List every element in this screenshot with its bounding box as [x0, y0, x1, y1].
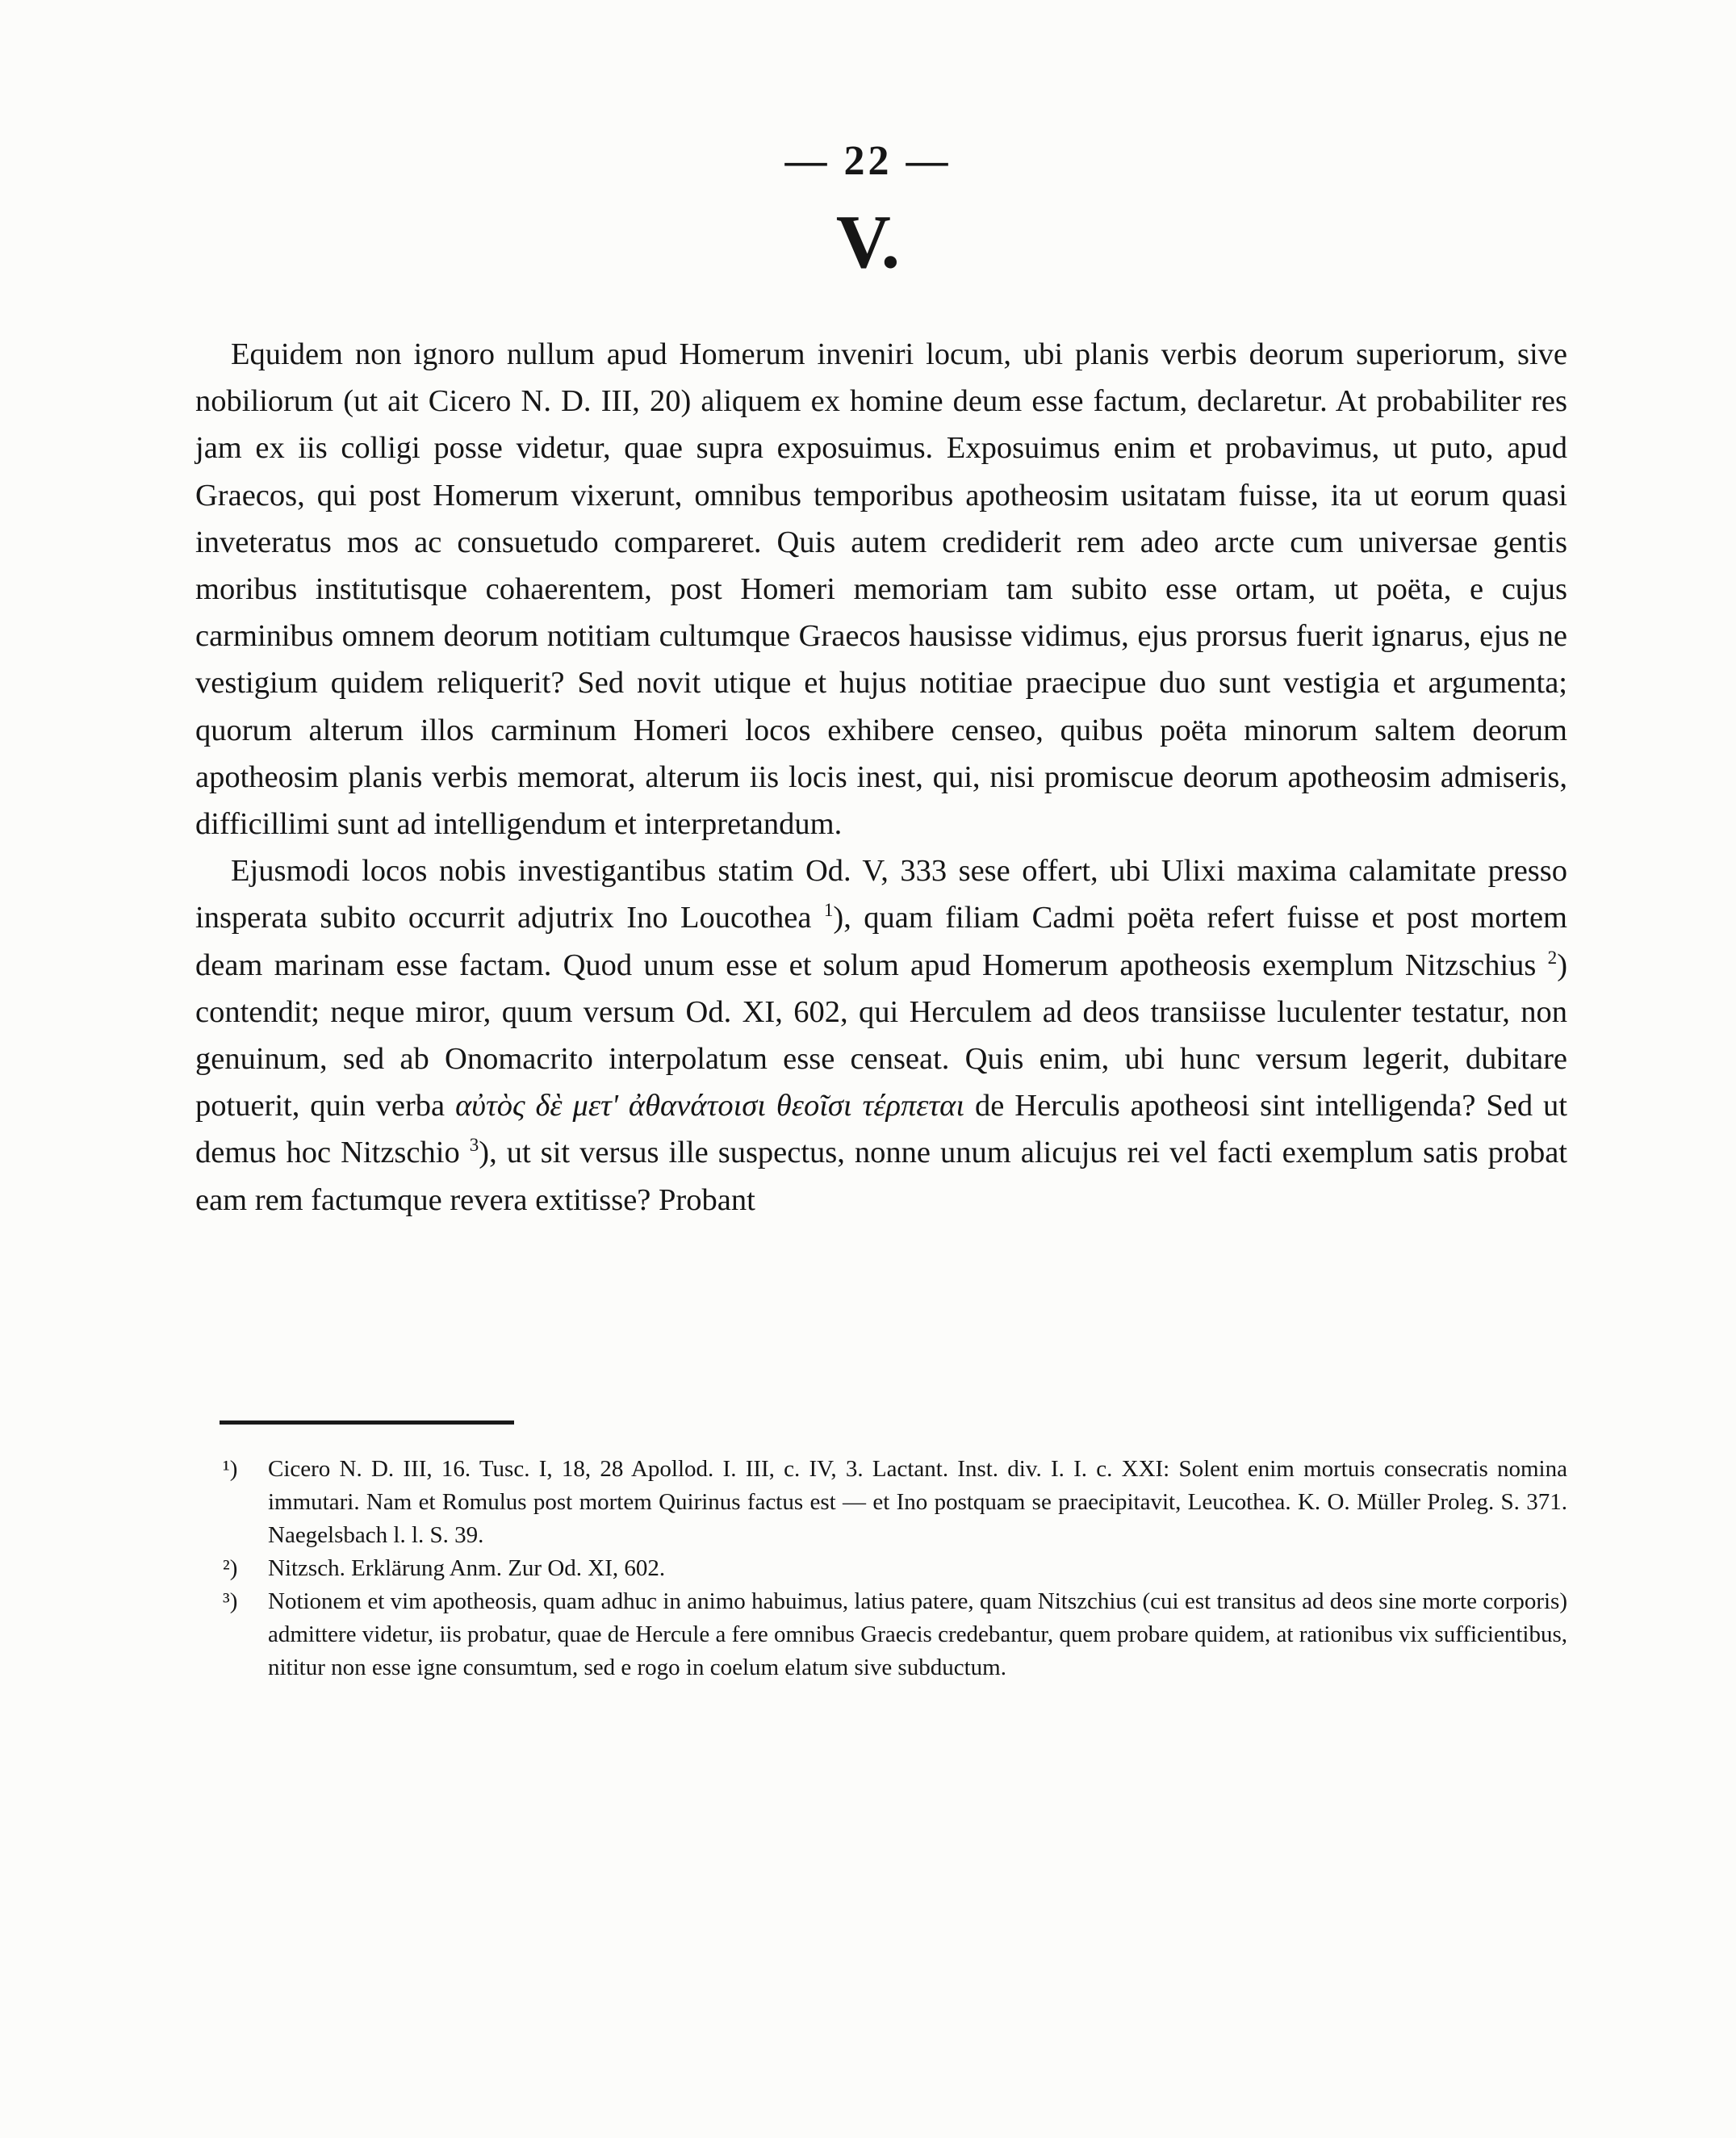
paragraph-2-text-part: de Herculis apotheosi sint intelligenda? Sed ut demus hoc Nitzschio: [195, 1089, 1567, 1170]
footnote-divider: [220, 1420, 514, 1425]
footnote-3: [223, 1585, 1567, 1684]
paragraph-2-text-part: ), ut sit versus ille suspectus, nonne unum alicujus rei vel facti exemplum satis probat eam rem factumque revera extitisse? Probant: [195, 1136, 1567, 1217]
body-text: [195, 331, 1567, 1224]
greek-quotation: αὐτὸς δὲ μετ' ἀθανάτοισι θεοῖσι τέρπεται: [455, 1089, 965, 1123]
footnote-marker: ²): [223, 1555, 238, 1581]
footnote-marker: ³): [223, 1588, 238, 1614]
paragraph-2: [195, 847, 1567, 1224]
footnote-reference-3: 3: [469, 1134, 479, 1156]
paragraph-2-text-part: Ejusmodi locos nobis investigantibus statim Od. V, 333 sese offert, ubi Ulixi maxima calamitate presso insperata subito occurrit adjutrix Ino Loucothea: [195, 854, 1567, 935]
paragraph-2-text-part: ) contendit; neque miror, quum versum Od. XI, 602, qui Herculem ad deos transiisse luculenter testatur, non genuinum, sed ab Onomacrito interpolatum esse censeat. Quis enim, ubi hunc versum legerit, dubitare potuerit, quin verba: [195, 948, 1568, 1123]
footnotes: [223, 1453, 1567, 1684]
footnote-reference-1: 1: [823, 899, 834, 921]
footnote-1: [223, 1453, 1567, 1552]
footnote-text: Nitzsch. Erklärung Anm. Zur Od. XI, 602.: [268, 1555, 666, 1581]
section-heading: V.: [835, 200, 901, 284]
footnote-2: [223, 1552, 1567, 1585]
page-number: — 22 —: [784, 138, 952, 184]
paragraph-2-text-part: ), quam filiam Cadmi poëta refert fuisse et post mortem deam marinam esse factam. Quod unum esse et solum apud Homerum apotheosis exemplum Nitzschius: [195, 901, 1567, 982]
footnote-text: Cicero N. D. III, 16. Tusc. I, 18, 28 Apollod. I. III, c. IV, 3. Lactant. Inst. div. I. I. c. XXI: Solent enim mortuis consecratis nomina immutari. Nam et Romulus post mortem Quirinus factus est — et Ino postquam se praecipitavit, Leucothea. K. O. Müller Proleg. S. 371. Naegelsbach l. l. S. 39.: [268, 1456, 1567, 1548]
footnote-reference-2: 2: [1547, 946, 1558, 968]
footnote-marker: ¹): [223, 1456, 238, 1482]
paragraph-1: [195, 331, 1567, 847]
paragraph-1-text: Equidem non ignoro nullum apud Homerum inveniri locum, ubi planis verbis deorum superiorum, sive nobiliorum (ut ait Cicero N. D. III, 20) aliquem ex homine deum esse factum, declaretur. At probabiliter res jam ex iis colligi posse videtur, quae supra exposuimus. Exposuimus enim et probavimus, ut puto, apud Graecos, qui post Homerum vixerunt, omnibus temporibus apotheosim usitatam fuisse, ita ut eorum quasi inveteratus mos ac consuetudo compareret. Quis autem crediderit rem adeo arcte cum universae gentis moribus institutisque cohaerentem, post Homeri memoriam tam subito esse ortam, ut poëta, e cujus carminibus omnem deorum notitiam cultumque Graecos hausisse vidimus, ejus prorsus fuerit ignarus, ejus ne vestigium quidem reliquerit? Sed novit utique et hujus notitiae praecipue duo sunt vestigia et argumenta; quorum alterum illos carminum Homeri locos exhibere censeo, quibus poëta minorum saltem deorum apotheosim planis verbis memorat, alterum iis locis inest, qui, nisi promiscue deorum apotheosim admiseris, difficillimi sunt ad intelligendum et interpretandum.: [195, 337, 1567, 842]
footnote-text: Notionem et vim apotheosis, quam adhuc in animo habuimus, latius patere, quam Nitszchius (cui est transitus ad deos sine morte corporis) admittere videtur, iis probatur, quae de Hercule a fere omnibus Graecis credebantur, quem probare quidem, at rationibus vix sufficientibus, nititur non esse igne consumtum, sed e rogo in coelum elatum sive subductum.: [268, 1588, 1567, 1680]
